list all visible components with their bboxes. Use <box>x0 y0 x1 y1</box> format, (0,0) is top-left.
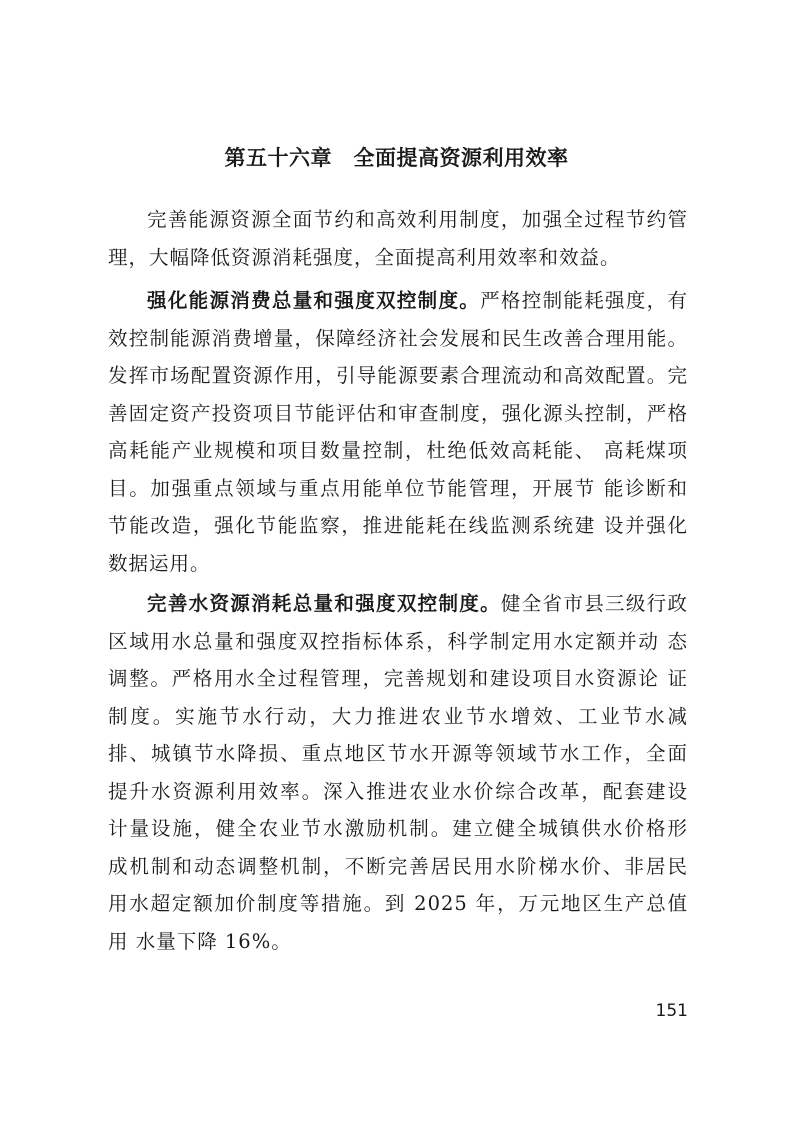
chapter-title: 第五十六章 全面提高资源利用效率 <box>224 146 569 170</box>
energy-control-heading: 强化能源消费总量和强度双控制度。 <box>147 289 481 312</box>
energy-control-body: 严格控制能耗强度，有效控制能源消费增量，保障经济社会发展和民生改善合理用能。发挥市场配置资源作用，引导能源要素合理流动和高效配置。完善固定资产投资项目节能评估和审查制度，强化源头控制，严格高耗能产业规模和项目数量控制，杜绝低效高耗能、 高耗煤项目。加强重点领域与重点用能单位节能管理，开展节 能诊断和节能改造，强化节能监察，推进能耗在线监测系统建 设并强化数据运用。 <box>108 289 688 575</box>
energy-control-paragraph <box>108 282 688 582</box>
water-control-body: 健全省市县三级行政区域用水总量和强度双控指标体系，科学制定用水定额并动 态调整。严格用水全过程管理，完善规划和建设项目水资源论 证制度。实施节水行动，大力推进农业节水增效、工业节水减 排、城镇节水降损、重点地区节水开源等领域节水工作，全面 提升水资源利用效率。深入推进农业水价综合改革，配套建设 计量设施，健全农业节水激励机制。建立健全城镇供水价格形 成机制和动态调整机制，不断完善居民用水阶梯水价、非居民 用水超定额加价制度等措施。到 2025 年，万元地区生产总值用 水量下降 16%。 <box>108 592 688 953</box>
page-number: 151 <box>655 1001 688 1021</box>
water-control-heading: 完善水资源消耗总量和强度双控制度。 <box>147 592 501 615</box>
intro-paragraph: 完善能源资源全面节约和高效利用制度，加强全过程节约管理，大幅降低资源消耗强度，全面提高利用效率和效益。 <box>108 208 688 269</box>
water-control-paragraph <box>108 585 688 960</box>
